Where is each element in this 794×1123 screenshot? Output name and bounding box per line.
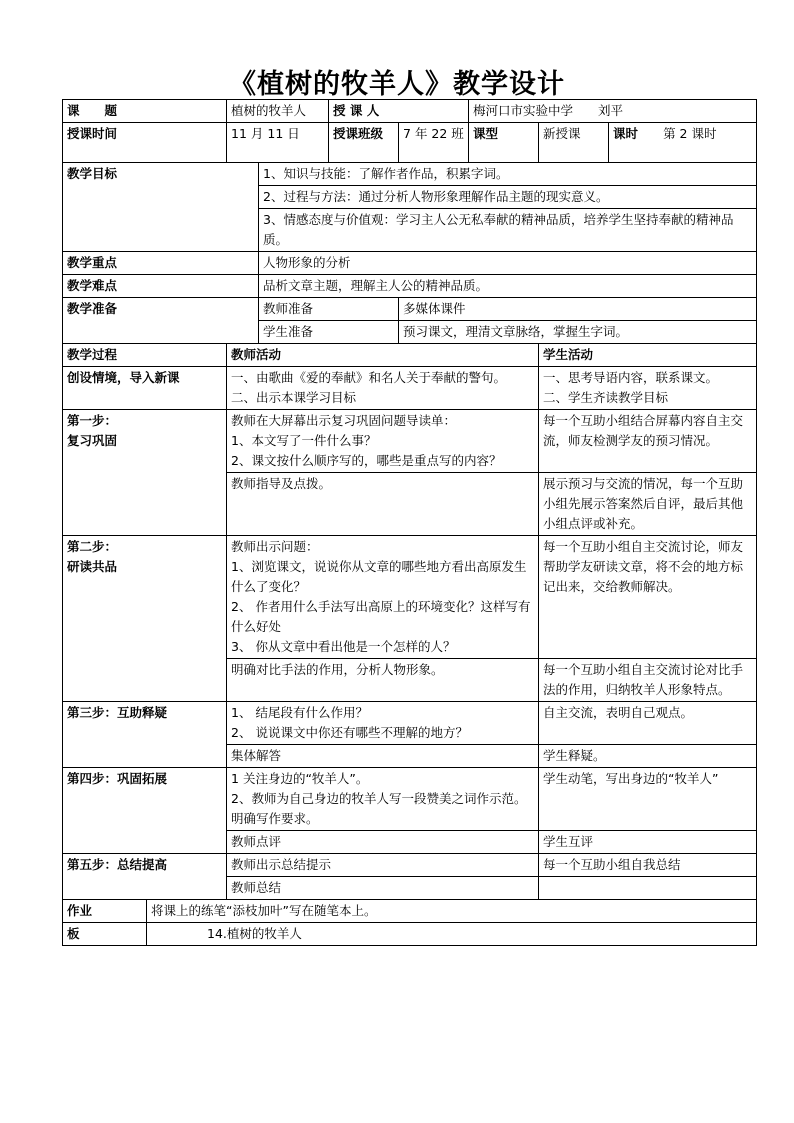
step1-teacher-line: 2、课文按什么顺序写的，哪些是重点写的内容？	[231, 453, 502, 468]
period-cell	[609, 123, 757, 163]
goal-item: 1、知识与技能：了解作者作品，积累字词。	[259, 163, 757, 186]
step2-stage-line: 第二步：	[67, 539, 118, 554]
step3-teacher-a	[227, 702, 539, 745]
intro-teacher	[227, 367, 539, 410]
intro-teacher-line: 一、由歌曲《爱的奉献》和名人关于奉献的警句。	[231, 370, 507, 385]
step3-teacher-b: 集体解答	[227, 745, 539, 768]
step1-stage-line: 第一步：	[67, 413, 118, 428]
step4-teacher-line: 1 关注身边的“牧羊人”。	[231, 771, 369, 786]
homework-value: 将课上的练笔“添枝加叶”写在随笔本上。	[147, 900, 757, 923]
difficulty-row	[63, 275, 757, 298]
step5-row-a	[63, 854, 757, 877]
homework-row	[63, 900, 757, 923]
topic-label: 课 题	[63, 100, 227, 123]
info-row-2	[63, 123, 757, 163]
step1-stage-line: 复习巩固	[67, 433, 118, 448]
prep-teacher-value: 多媒体课件	[399, 298, 757, 321]
step2-student-b: 每一个互助小组自主交流讨论对比手法的作用，归纳牧羊人形象特点。	[539, 659, 757, 702]
teacher-value: 梅河口市实验中学 刘平	[469, 100, 757, 123]
step3-teacher-line: 1、 结尾段有什么作用？	[231, 705, 368, 720]
lesson-plan-table	[62, 99, 757, 946]
class-value: 7 年 22 班	[399, 123, 469, 163]
intro-stage: 创设情境，导入新课	[63, 367, 227, 410]
step3-student-b: 学生释疑。	[539, 745, 757, 768]
step4-row-a	[63, 768, 757, 831]
step2-teacher-line: 3、 你从文章中看出他是一个怎样的人？	[231, 639, 456, 654]
step1-student-b: 展示预习与交流的情况，每一个互助小组先展示答案然后自评，最后其他小组点评或补充。	[539, 473, 757, 536]
step1-teacher-line: 1、本文写了一件什么事？	[231, 433, 377, 448]
period-label: 课时	[613, 126, 639, 141]
step2-stage-line: 研读共品	[67, 559, 118, 574]
difficulty-label: 教学难点	[63, 275, 259, 298]
class-label: 授课班级	[329, 123, 399, 163]
step1-row-a	[63, 410, 757, 473]
step5-student-a: 每一个互助小组自我总结	[539, 854, 757, 877]
goals-row-1	[63, 163, 757, 186]
step2-teacher-line: 教师出示问题：	[231, 539, 319, 554]
step4-student-a: 学生动笔，写出身边的“牧羊人”	[539, 768, 757, 831]
process-header-row	[63, 344, 757, 367]
step3-teacher-line: 2、 说说课文中你还有哪些不理解的地方？	[231, 725, 468, 740]
intro-student	[539, 367, 757, 410]
prep-teacher-label: 教师准备	[259, 298, 399, 321]
key-point-label: 教学重点	[63, 252, 259, 275]
goal-item: 3、情感态度与价值观：学习主人公无私奉献的精神品质，培养学生坚持奉献的精神品质。	[259, 209, 757, 252]
step5-stage: 第五步：总结提高	[63, 854, 227, 900]
process-student-header: 学生活动	[539, 344, 757, 367]
step1-teacher-a	[227, 410, 539, 473]
step4-teacher-b: 教师点评	[227, 831, 539, 854]
prep-student-value: 预习课文，理清文章脉络，掌握生字词。	[399, 321, 757, 344]
step1-stage	[63, 410, 227, 536]
intro-student-line: 二、学生齐读教学目标	[543, 390, 669, 405]
prep-row-1	[63, 298, 757, 321]
process-teacher-header: 教师活动	[227, 344, 539, 367]
prep-label: 教学准备	[63, 298, 259, 344]
type-value: 新授课	[539, 123, 609, 163]
key-point-value: 人物形象的分析	[259, 252, 757, 275]
page-title: 《植树的牧羊人》教学设计	[229, 69, 565, 100]
step2-teacher-a	[227, 536, 539, 659]
board-label: 板	[63, 923, 147, 946]
step2-teacher-line: 2、 作者用什么手法写出高原上的环境变化？这样写有什么好处	[231, 599, 531, 634]
intro-row	[63, 367, 757, 410]
step5-teacher-b: 教师总结	[227, 877, 539, 900]
step4-teacher-line: 明确写作要求。	[231, 811, 319, 826]
step1-teacher-line: 教师在大屏幕出示复习巩固问题导读单：	[231, 413, 457, 428]
topic-value: 植树的牧羊人	[227, 100, 329, 123]
step2-stage	[63, 536, 227, 702]
prep-student-label: 学生准备	[259, 321, 399, 344]
step4-teacher-line: 2、教师为自己身边的牧羊人写一段赞美之词作示范。	[231, 791, 527, 806]
board-row	[63, 923, 757, 946]
period-value: 第 2 课时	[663, 126, 717, 141]
time-label: 授课时间	[63, 123, 227, 163]
step2-teacher-b: 明确对比手法的作用，分析人物形象。	[227, 659, 539, 702]
key-point-row	[63, 252, 757, 275]
step4-student-b: 学生互评	[539, 831, 757, 854]
step1-student-a: 每一个互助小组结合屏幕内容自主交流，师友检测学友的预习情况。	[539, 410, 757, 473]
intro-student-line: 一、思考导语内容，联系课文。	[543, 370, 719, 385]
process-stage-header: 教学过程	[63, 344, 227, 367]
step2-row-a	[63, 536, 757, 659]
step3-row-a	[63, 702, 757, 745]
goal-item: 2、过程与方法：通过分析人物形象理解作品主题的现实意义。	[259, 186, 757, 209]
homework-label: 作业	[63, 900, 147, 923]
step4-stage: 第四步：巩固拓展	[63, 768, 227, 854]
step4-teacher-a	[227, 768, 539, 831]
step5-student-b	[539, 877, 757, 900]
difficulty-value: 品析文章主题，理解主人公的精神品质。	[259, 275, 757, 298]
type-label: 课型	[469, 123, 539, 163]
step2-student-a: 每一个互助小组自主交流讨论，师友帮助学友研读文章，将不会的地方标记出来，交给教师解决。	[539, 536, 757, 659]
board-value: 14.植树的牧羊人	[147, 923, 757, 946]
time-value: 11 月 11 日	[227, 123, 329, 163]
teacher-label: 授 课 人	[329, 100, 469, 123]
goals-label: 教学目标	[63, 163, 259, 252]
step2-teacher-line: 1、浏览课文，说说你从文章的哪些地方看出高原发生什么了变化？	[231, 559, 527, 594]
info-row-1	[63, 100, 757, 123]
step1-teacher-b: 教师指导及点拨。	[227, 473, 539, 536]
step3-stage: 第三步：互助释疑	[63, 702, 227, 768]
intro-teacher-line: 二、出示本课学习目标	[231, 390, 357, 405]
step5-teacher-a: 教师出示总结提示	[227, 854, 539, 877]
step3-student-a: 自主交流，表明自己观点。	[539, 702, 757, 745]
